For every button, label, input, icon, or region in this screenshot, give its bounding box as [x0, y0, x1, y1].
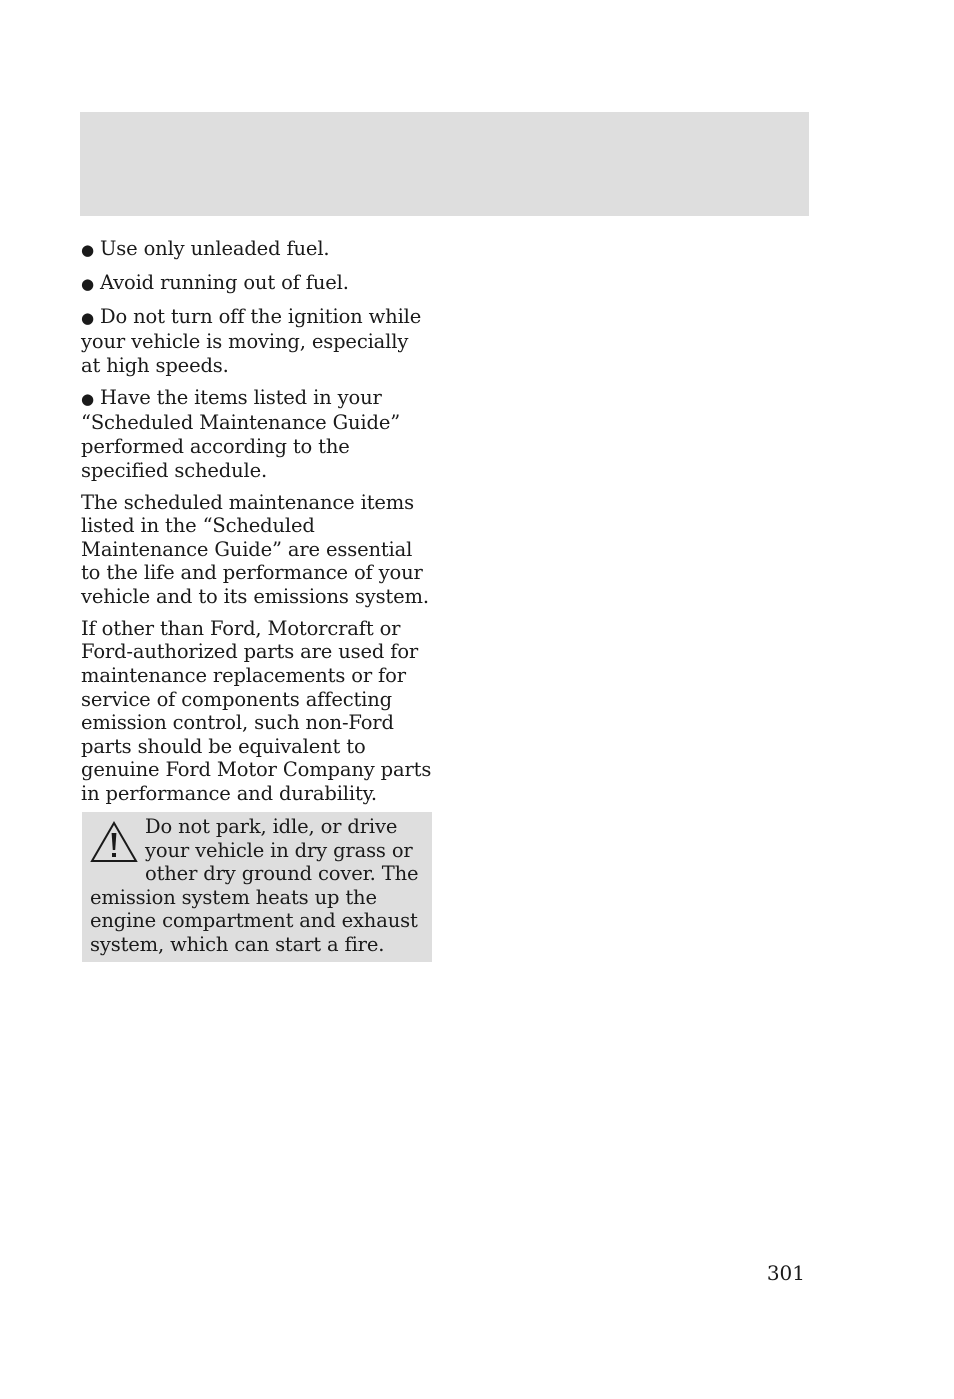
bullet-icon: ● — [81, 274, 94, 293]
bullet-text: Use only unleaded fuel. — [100, 237, 330, 260]
bullet-text: Avoid running out of fuel. — [100, 270, 349, 294]
bullet-item-unleaded-fuel — [81, 237, 433, 263]
main-column — [81, 237, 433, 814]
bullet-item-ignition — [81, 305, 433, 378]
bullet-item-fuel — [81, 271, 433, 297]
header-band — [80, 112, 809, 216]
bullet-icon: ● — [81, 389, 94, 408]
warning-triangle-icon — [89, 820, 139, 864]
bullet-text: Do not turn off the ignition while your vehicle is moving, especially at high speeds. — [81, 304, 422, 377]
warning-box — [82, 812, 432, 962]
paragraph-scheduled-maintenance: The scheduled maintenance items listed in the “Scheduled Maintenance Guide” are essential to the life and performance of your vehicle and to its emissions system. — [81, 490, 429, 608]
warning-text: Do not park, idle, or drive your vehicle in dry grass or other dry ground cover. The emission system heats up the engine compartment and exhaust system, which can start a fire. — [90, 815, 419, 956]
bullet-icon: ● — [81, 241, 94, 259]
bullet-icon: ● — [81, 308, 94, 327]
paragraph-parts: If other than Ford, Motorcraft or Ford-authorized parts are used for maintenance replacements or for service of components affecting emission control, such non-Ford parts should be equivalent to genuine Ford Motor Company parts in performance and durability. — [81, 616, 432, 805]
page-number: 301 — [766, 1261, 805, 1285]
bullet-text: Have the items listed in your “Scheduled Maintenance Guide” performed according to the specified schedule. — [81, 385, 401, 482]
bullet-item-maintenance — [81, 386, 433, 482]
